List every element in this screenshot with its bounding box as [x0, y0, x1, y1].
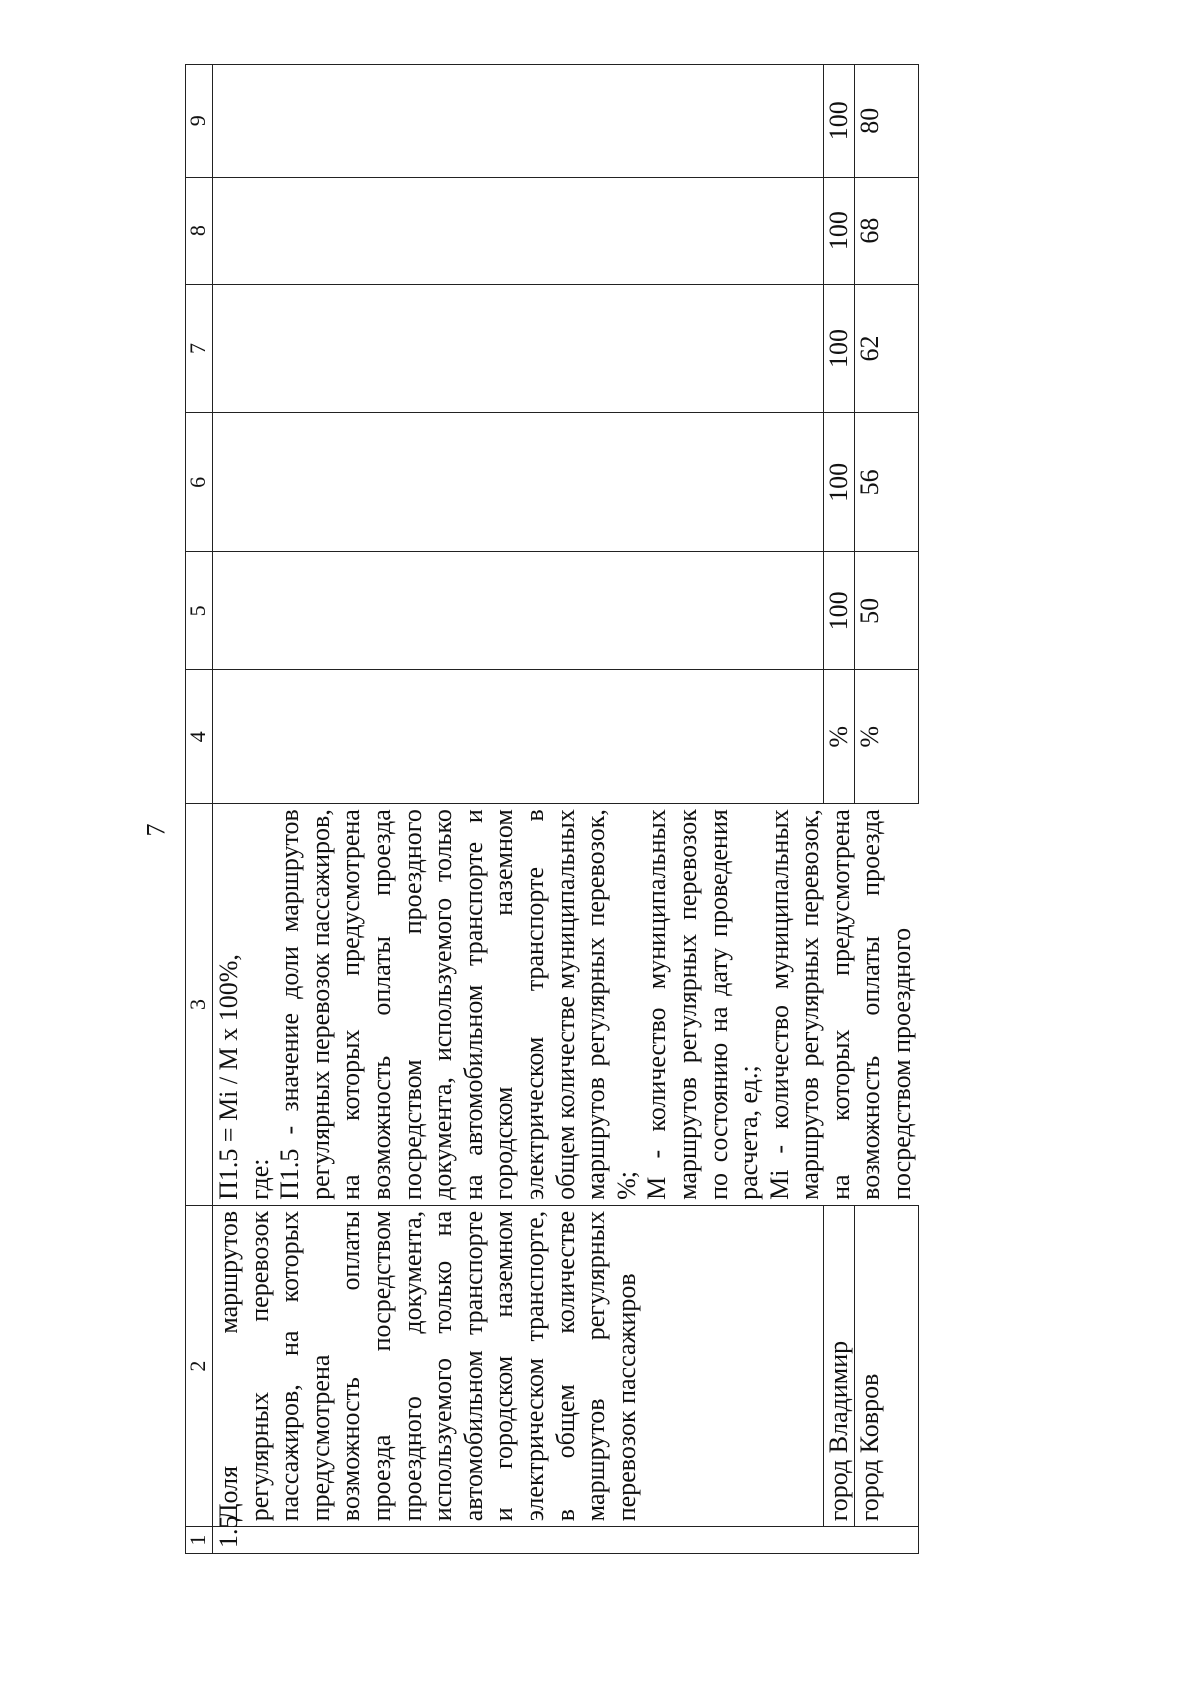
- column-number: 4: [186, 670, 213, 804]
- indicator-row: [213, 65, 824, 1554]
- empty-cell: [213, 413, 824, 552]
- unit-value: %: [855, 670, 919, 804]
- formula-where: где:: [244, 1158, 274, 1200]
- indicator-name: Доля маршрутов регулярных перевозок пассажиров, на которых предусмотрена возможность оплаты проезда посредством проездного документа, используемого только на автомобильном транспорте и городском наземном электрическом транспорте, в общем количестве маршрутов регулярных перевозок пассажиров: [213, 1205, 824, 1526]
- indicator-table: [185, 64, 919, 1554]
- column-number: 9: [186, 65, 213, 178]
- target-value: 100: [823, 413, 855, 552]
- column-number: 1: [186, 1527, 213, 1554]
- city-name: город Ковров: [855, 1205, 919, 1526]
- formula-cell: [213, 804, 919, 1206]
- column-number: 7: [186, 284, 213, 413]
- page-number: 7: [141, 823, 171, 837]
- rotated-table-wrapper: [185, 64, 1070, 1554]
- column-number: 8: [186, 177, 213, 284]
- target-value: 50: [855, 552, 919, 670]
- target-value: 62: [855, 284, 919, 413]
- city-name: город Владимир: [823, 1205, 855, 1526]
- unit-value: %: [823, 670, 855, 804]
- empty-cell: [213, 552, 824, 670]
- target-value: 100: [823, 284, 855, 413]
- empty-cell: [213, 670, 824, 804]
- target-value: 80: [855, 65, 919, 178]
- empty-cell: [213, 284, 824, 413]
- target-value: 100: [823, 65, 855, 178]
- column-number: 2: [186, 1205, 213, 1526]
- row-id: 1.5: [213, 1527, 919, 1554]
- empty-cell: [213, 65, 824, 178]
- formula-mi-description: Mi - количество муниципальных маршрутов регулярных перевозок, на которых предусмотрена возможность оплаты проезда посредством проездного: [764, 809, 917, 1200]
- formula-main: П1.5 = Mi / M x 100%,: [214, 954, 243, 1200]
- formula-p-description: П1.5 - значение доли маршрутов регулярных перевозок пассажиров, на которых предусмотрена возможность оплаты проезда посредством проездного документа, используемого только на автомобильном транспорте и городском наземном электрическом транспорте в общем количестве муниципальных маршрутов регулярных перевозок, %;: [275, 809, 641, 1200]
- column-number: 5: [186, 552, 213, 670]
- target-value: 100: [823, 552, 855, 670]
- column-number-row: [186, 65, 213, 1554]
- formula-m-description: М - количество муниципальных маршрутов регулярных перевозок по состоянию на дату проведения расчета, ед.;: [642, 809, 764, 1200]
- empty-cell: [213, 177, 824, 284]
- target-value: 100: [823, 177, 855, 284]
- column-number: 6: [186, 413, 213, 552]
- target-value: 68: [855, 177, 919, 284]
- target-value: 56: [855, 413, 919, 552]
- column-number: 3: [186, 804, 213, 1206]
